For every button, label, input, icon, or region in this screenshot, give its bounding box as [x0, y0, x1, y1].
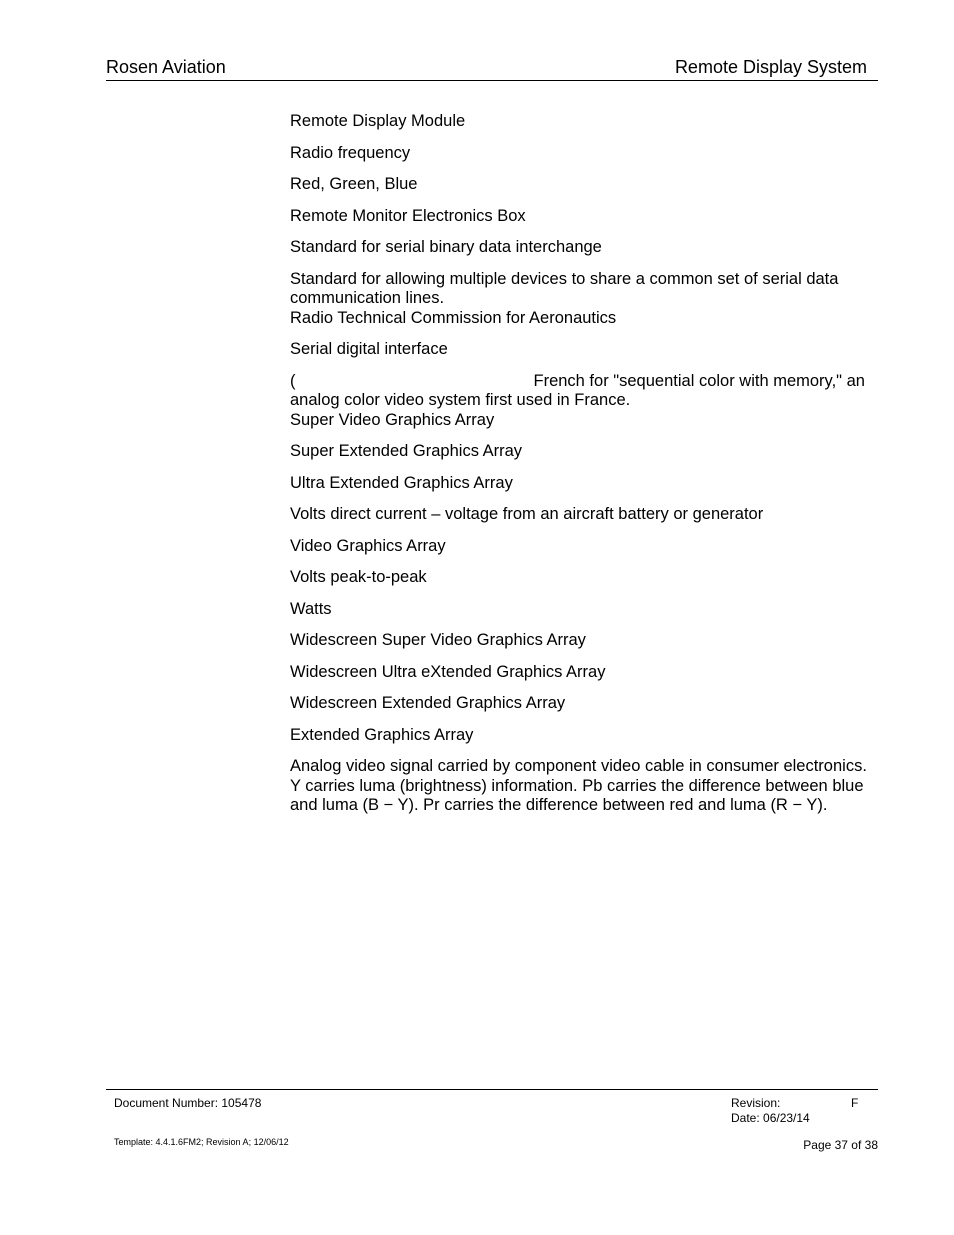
definition-ypbpr: Analog video signal carried by component video cable in consumer electronics. Y carries luma (brightness) information. Pb carries the difference between blue and luma (B − Y). Pr carries the difference between red and luma (R − Y).: [290, 757, 867, 814]
definition-rs485: Standard for allowing multiple devices to share a common set of serial data communication lines.: [290, 269, 839, 307]
document-number: Document Number: 105478: [114, 1096, 262, 1110]
page-header: [106, 56, 878, 81]
secam-open-paren: (: [290, 371, 296, 390]
definition-vga: Video Graphics Array: [290, 536, 446, 555]
definition-rgb: Red, Green, Blue: [290, 175, 418, 193]
document-title: Remote Display System: [674, 57, 867, 77]
definition-rmeb: Remote Monitor Electronics Box: [290, 206, 526, 225]
revision-value: F: [851, 1096, 859, 1110]
secam-description: French for "sequential color with memory," an analog color video system first used in France.: [290, 371, 865, 409]
definition-vpp: Volts peak-to-peak: [290, 568, 427, 586]
revision-label: Revision:: [731, 1096, 781, 1110]
definition-uxga: Ultra Extended Graphics Array: [290, 473, 513, 492]
definition-w: Watts: [290, 599, 332, 618]
page-footer: [106, 1089, 878, 1160]
revision-date: Date: 06/23/14: [731, 1111, 810, 1125]
definition-xga: Extended Graphics Array: [290, 725, 474, 744]
template-info: Template: 4.4.1.6FM2; Revision A; 12/06/12: [114, 1137, 289, 1147]
definition-wxga: Widescreen Extended Graphics Array: [290, 694, 566, 712]
definition-rdm: Remote Display Module: [290, 112, 466, 130]
definition-svga: Super Video Graphics Array: [290, 410, 495, 429]
definition-rtca: Radio Technical Commission for Aeronautics: [290, 308, 617, 327]
definition-wuxga: Widescreen Ultra eXtended Graphics Array: [290, 662, 606, 681]
definition-wsvga: Widescreen Super Video Graphics Array: [290, 631, 586, 649]
page-number: Page 37 of 38: [803, 1138, 878, 1152]
definition-sdi: Serial digital interface: [290, 340, 448, 358]
definition-vdc: Volts direct current – voltage from an aircraft battery or generator: [290, 505, 764, 523]
glossary-definitions: [290, 112, 870, 828]
definition-secam: [290, 372, 870, 411]
definition-rf: Radio frequency: [290, 143, 411, 162]
company-name: Rosen Aviation: [106, 57, 226, 77]
definition-rs232: Standard for serial binary data interchange: [290, 238, 602, 256]
definition-sxga: Super Extended Graphics Array: [290, 442, 523, 460]
